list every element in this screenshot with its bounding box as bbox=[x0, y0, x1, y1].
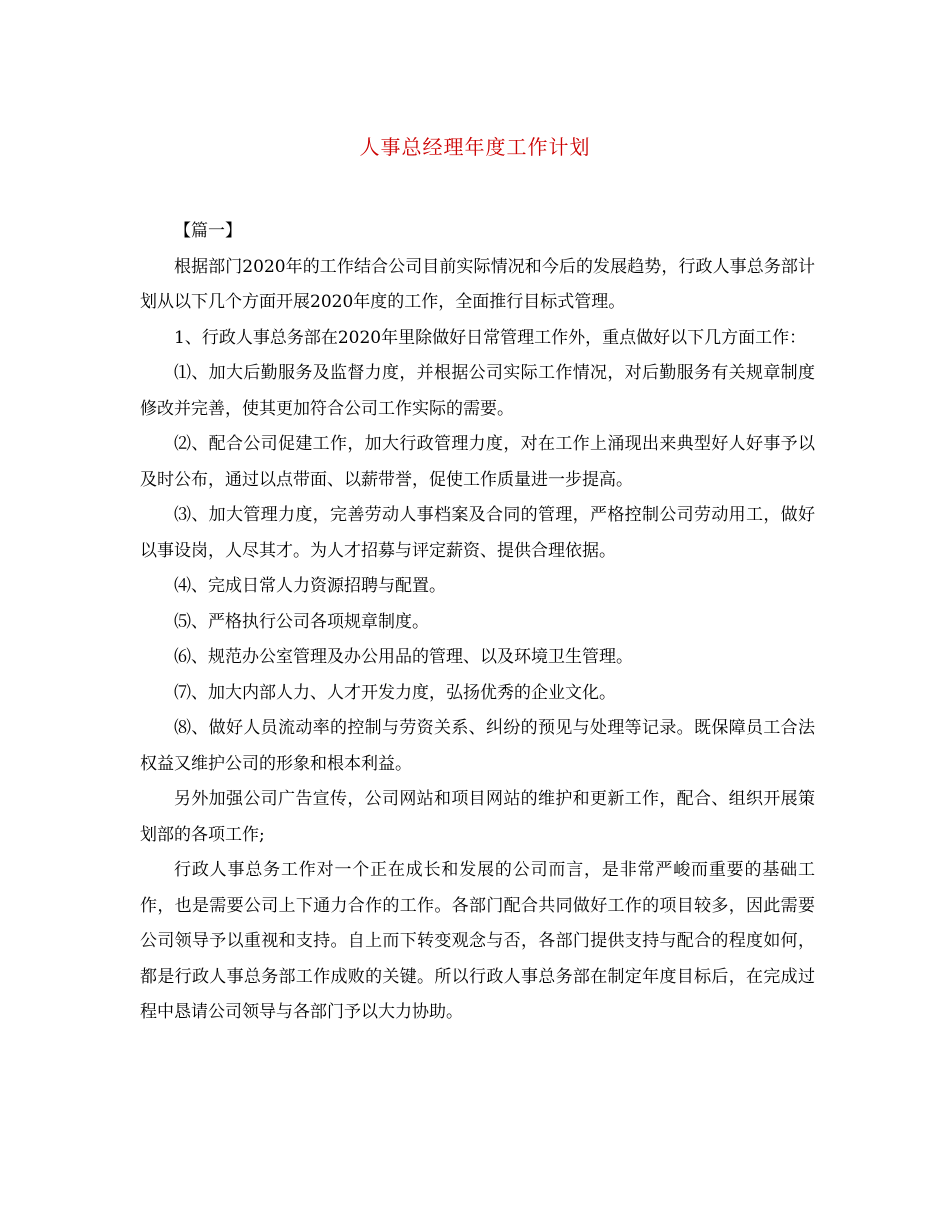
paragraph-conclusion: 行政人事总务工作对一个正在成长和发展的公司而言，是非常严峻而重要的基础工作，也是需要公司上下通力合作的工作。各部门配合共同做好工作的项目较多，因此需要公司领导予以重视和支持。自上而下转变观念与否，各部门提供支持与配合的程度如何，都是行政人事总务部工作成败的关键。所以行政人事总务部在制定年度目标后，在完成过程中恳请公司领导与各部门予以大力协助。 bbox=[140, 860, 815, 1022]
paragraph-subitem-5: ⑸、严格执行公司各项规章制度。 bbox=[174, 611, 429, 632]
paragraph-subitem-2: ⑵、配合公司促建工作，加大行政管理力度，对在工作上涌现出来典型好人好事予以及时公布，通过以点带面、以薪带誉，促使工作质量进一步提高。 bbox=[140, 434, 815, 490]
paragraph-subitem-7: ⑺、加大内部人力、人才开发力度，弘扬优秀的企业文化。 bbox=[174, 682, 616, 703]
paragraph-intro: 根据部门2020年的工作结合公司目前实际情况和今后的发展趋势，行政人事总务部计划从以下几个方面开展2020年度的工作，全面推行目标式管理。 bbox=[140, 256, 815, 312]
paragraph-subitem-3: ⑶、加大管理力度，完善劳动人事档案及合同的管理，严格控制公司劳动用工，做好以事设岗，人尽其才。为人才招募与评定薪资、提供合理依据。 bbox=[140, 505, 815, 561]
section-heading: 【篇一】 bbox=[174, 221, 242, 241]
paragraph-item-1: 1、行政人事总务部在2020年里除做好日常管理工作外，重点做好以下几方面工作： bbox=[174, 327, 807, 348]
document-body bbox=[140, 214, 815, 1031]
paragraph-subitem-6: ⑹、规范办公室管理及办公用品的管理、以及环境卫生管理。 bbox=[174, 647, 633, 667]
paragraph-subitem-8: ⑻、做好人员流动率的控制与劳资关系、纠纷的预见与处理等记录。既保障员工合法权益又维护公司的形象和根本利益。 bbox=[140, 718, 815, 774]
paragraph-subitem-1: ⑴、加大后勤服务及监督力度，并根据公司实际工作情况，对后勤服务有关规章制度修改并完善，使其更加符合公司工作实际的需要。 bbox=[140, 363, 815, 419]
paragraph-additional: 另外加强公司广告宣传，公司网站和项目网站的维护和更新工作，配合、组织开展策划部的各项工作; bbox=[140, 789, 815, 845]
paragraph-subitem-4: ⑷、完成日常人力资源招聘与配置。 bbox=[174, 576, 446, 596]
document-title: 人事总经理年度工作计划 bbox=[359, 135, 591, 159]
